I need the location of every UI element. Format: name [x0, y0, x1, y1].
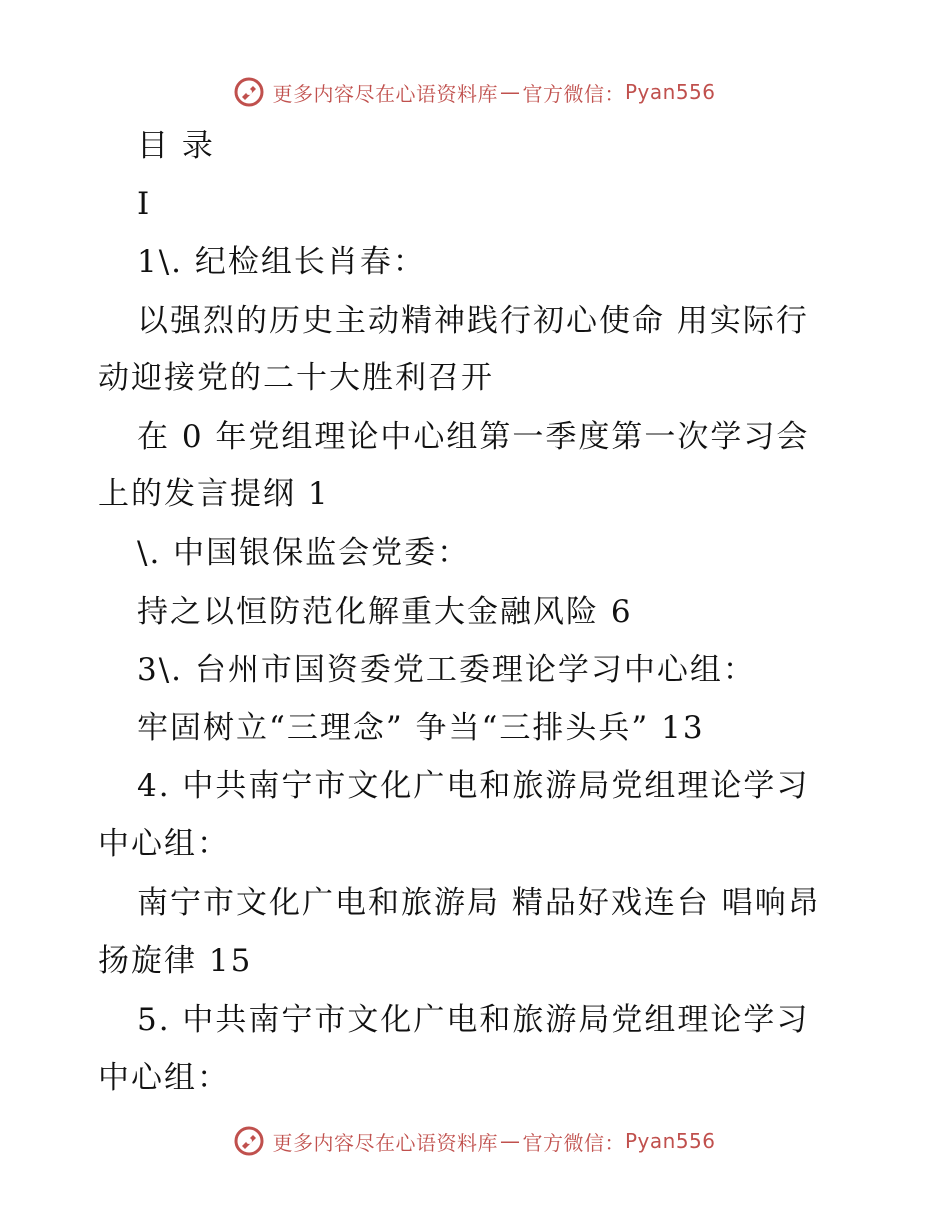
- watermark-wechat-label: 官方微信：: [522, 1130, 625, 1155]
- toc-entry-4-author-line2: 中心组：: [98, 826, 230, 862]
- toc-entry-1-title-line1: 以强烈的历史主动精神践行初心使命 用实际行: [137, 303, 809, 339]
- header-watermark: [0, 72, 950, 112]
- roman-numeral: I: [137, 186, 152, 222]
- toc-entry-1-title-line4: 上的发言提纲 1: [98, 476, 330, 512]
- toc-entry-4-title-line1: 南宁市文化广电和旅游局 精品好戏连台 唱响昂: [137, 885, 821, 921]
- toc-entry-4-title-line2: 扬旋律 15: [98, 943, 253, 979]
- toc-heading: 目 录: [137, 128, 215, 164]
- pen-circle-icon: [234, 1126, 264, 1156]
- watermark-text: 更多内容尽在心语资料库: [272, 81, 498, 106]
- toc-entry-4-author-line1: 4. 中共南宁市文化广电和旅游局党组理论学习: [137, 768, 810, 804]
- watermark-separator: —: [499, 1129, 521, 1153]
- toc-entry-2-title: 持之以恒防范化解重大金融风险 6: [137, 594, 633, 630]
- watermark-text: 更多内容尽在心语资料库: [272, 1130, 498, 1155]
- toc-entry-5-author-line2: 中心组：: [98, 1060, 230, 1096]
- toc-entry-1-title-line3: 在 0 年党组理论中心组第一季度第一次学习会: [137, 419, 810, 455]
- toc-entry-3-title: 牢固树立“三理念” 争当“三排头兵” 13: [137, 710, 705, 746]
- toc-entry-1-title-line2: 动迎接党的二十大胜利召开: [98, 360, 494, 396]
- watermark-wechat-label: 官方微信：: [522, 81, 625, 106]
- toc-entry-3-author: 3\. 台州市国资委党工委理论学习中心组：: [137, 652, 756, 688]
- footer-watermark: [0, 1121, 950, 1161]
- watermark-wechat-id: Pyan556: [624, 1129, 716, 1153]
- pen-circle-icon: [234, 77, 264, 107]
- toc-entry-5-author-line1: 5. 中共南宁市文化广电和旅游局党组理论学习: [137, 1002, 810, 1038]
- toc-entry-1-author: 1\. 纪检组长肖春：: [137, 244, 426, 280]
- watermark-wechat-id: Pyan556: [624, 80, 716, 104]
- watermark-separator: —: [499, 80, 521, 104]
- toc-entry-2-author: \. 中国银保监会党委：: [137, 535, 471, 571]
